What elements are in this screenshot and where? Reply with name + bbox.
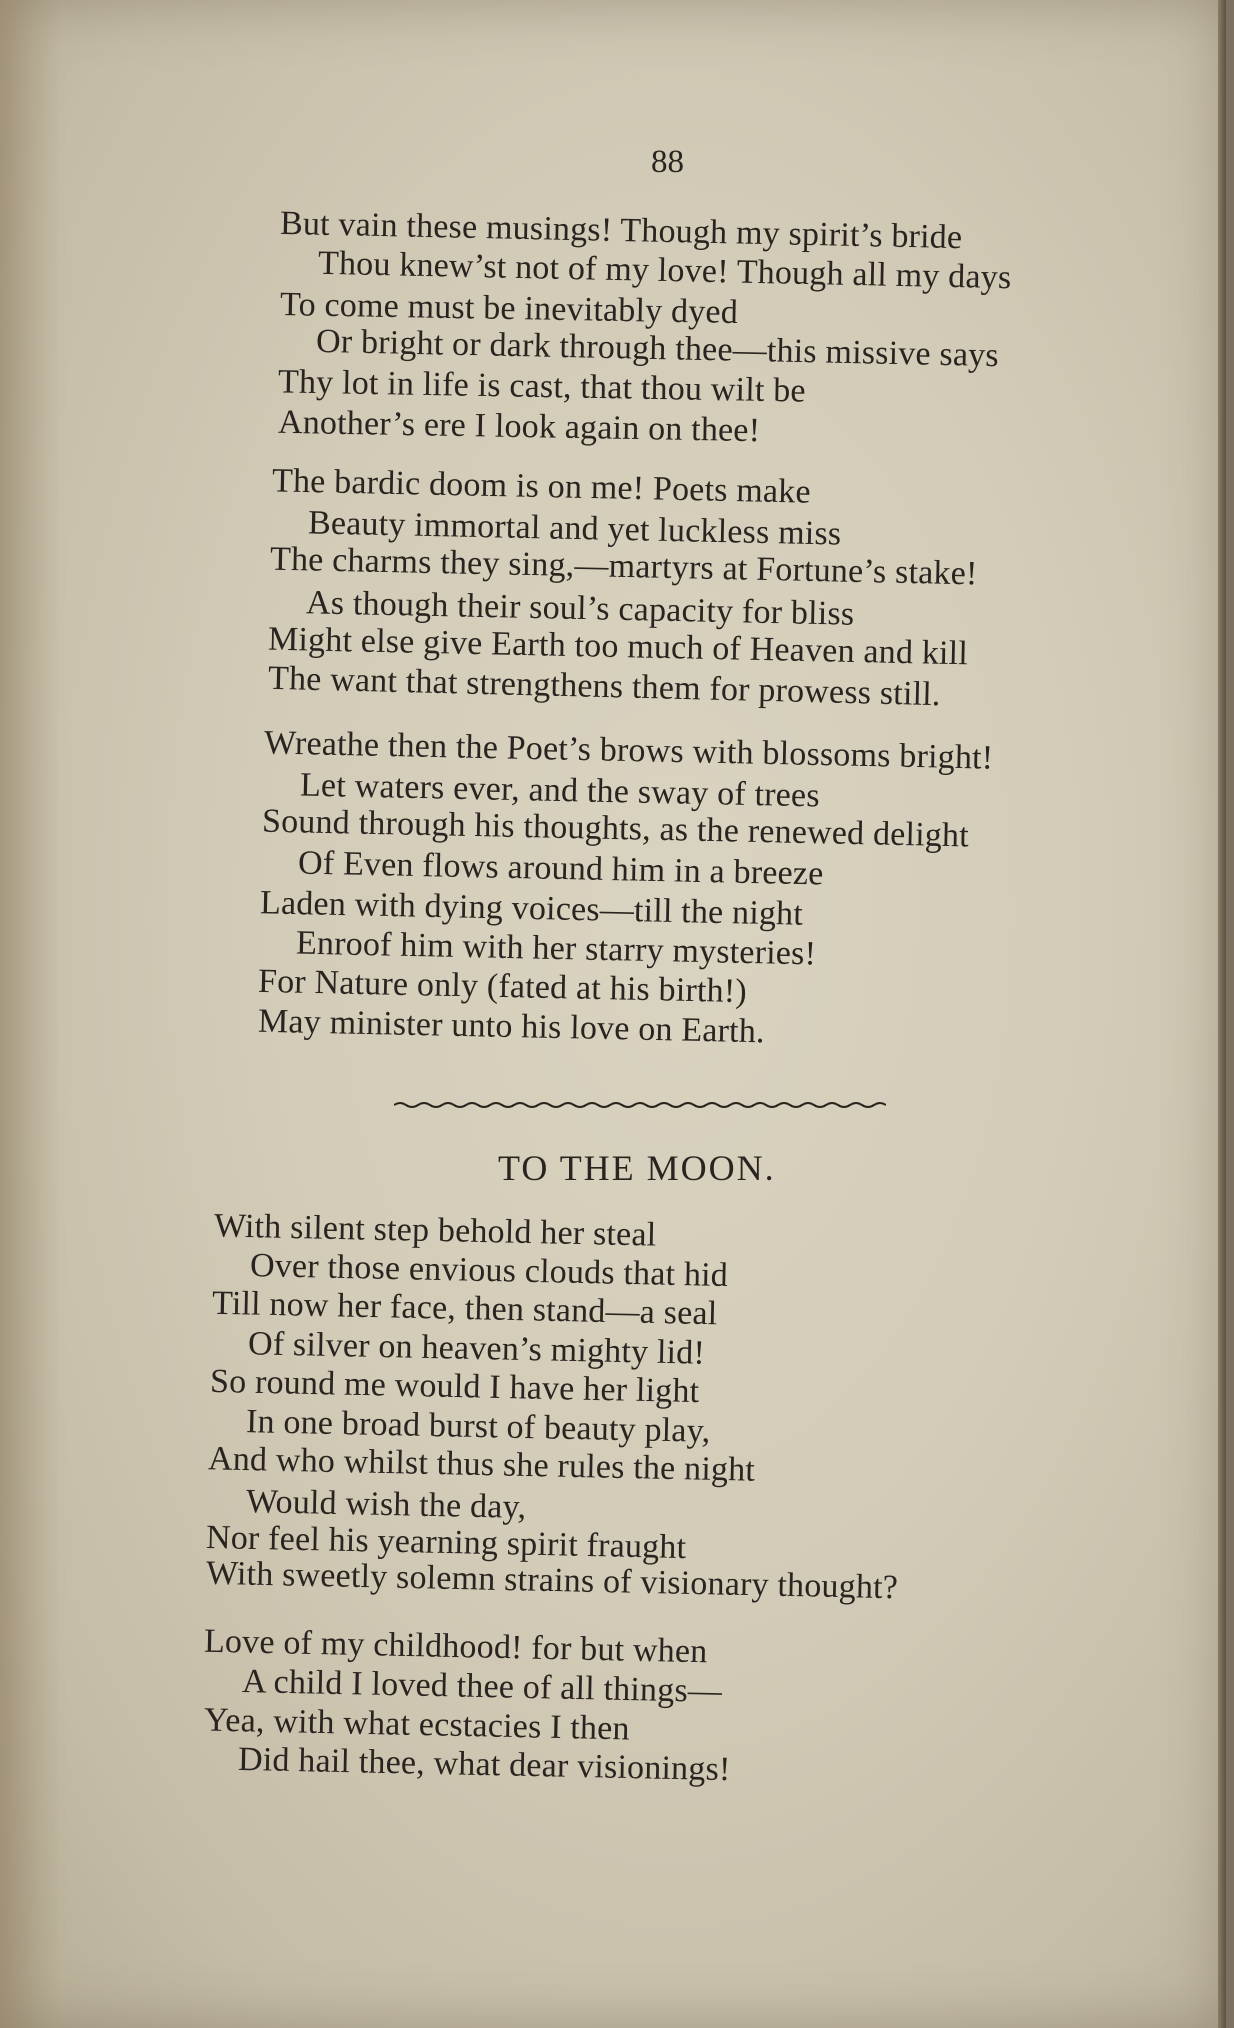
poem-line: To come must be inevitably dyed xyxy=(279,286,739,331)
poem-line: The charms they sing,—martyrs at Fortune’s stake! xyxy=(269,540,978,593)
poem-line: Till now her face, then stand—a seal xyxy=(211,1284,718,1333)
poem-line: The bardic doom is on me! Poets make xyxy=(271,462,812,511)
page-edge xyxy=(1218,0,1226,2028)
poem-line: As though their soul’s capacity for bliss xyxy=(305,584,855,633)
poem-line: Of silver on heaven’s mighty lid! xyxy=(247,1325,706,1372)
poem-line: In one broad burst of beauty play, xyxy=(245,1403,711,1450)
poem-line: Or bright or dark through thee—this missive says xyxy=(315,322,1000,375)
poem-line: Did hail thee, what dear visionings! xyxy=(237,1740,731,1789)
poem-line: Yea, with what ecstacies I then xyxy=(203,1701,631,1748)
page-number: 88 xyxy=(651,144,684,180)
poem-line: Sound through his thoughts, as the renewed delight xyxy=(261,802,970,855)
poem-line: Thy lot in life is cast, that thou wilt be xyxy=(277,363,807,410)
poem-line: A child I loved thee of all things— xyxy=(241,1662,723,1711)
poem-line: For Nature only (fated at his birth!) xyxy=(257,962,748,1011)
poem-line: Enroof him with her starry mysteries! xyxy=(295,924,817,973)
poem-line: Love of my childhood! for but when xyxy=(203,1622,708,1671)
poem-line: Would wish the day, xyxy=(245,1483,527,1526)
poem-line: Nor feel his yearning spirit fraught xyxy=(205,1518,687,1567)
poem-line: Let waters ever, and the sway of trees xyxy=(299,766,821,815)
poem-line: Wreathe then the Poet’s brows with blossoms bright! xyxy=(263,724,994,777)
poem-line: But vain these musings! Though my spirit’s bride xyxy=(279,204,963,257)
poem-line: Over those envious clouds that hid xyxy=(249,1246,729,1295)
poem-line: And who whilst thus she rules the night xyxy=(207,1440,756,1489)
poem-line: With sweetly solemn strains of visionary thought? xyxy=(205,1554,899,1607)
poem-line: Thou knew’st not of my love! Though all my days xyxy=(317,244,1012,297)
poem-line: The want that strengthens them for prowess still. xyxy=(267,659,942,714)
poem-line: With silent step behold her steal xyxy=(213,1207,657,1254)
poem-line: May minister unto his love on Earth. xyxy=(257,1002,766,1051)
poem-line: Might else give Earth too much of Heaven and kill xyxy=(267,620,969,673)
poem-line: Of Even flows around him in a breeze xyxy=(297,844,824,893)
poem-line: So round me would I have her light xyxy=(209,1362,700,1411)
poem-line: Beauty immortal and yet luckless miss xyxy=(307,504,842,553)
poem-title: TO THE MOON. xyxy=(498,1148,776,1188)
poem-line: Laden with dying voices—till the night xyxy=(259,884,804,933)
poem-line: Another’s ere I look again on thee! xyxy=(277,403,761,450)
wavy-divider xyxy=(394,1098,886,1112)
